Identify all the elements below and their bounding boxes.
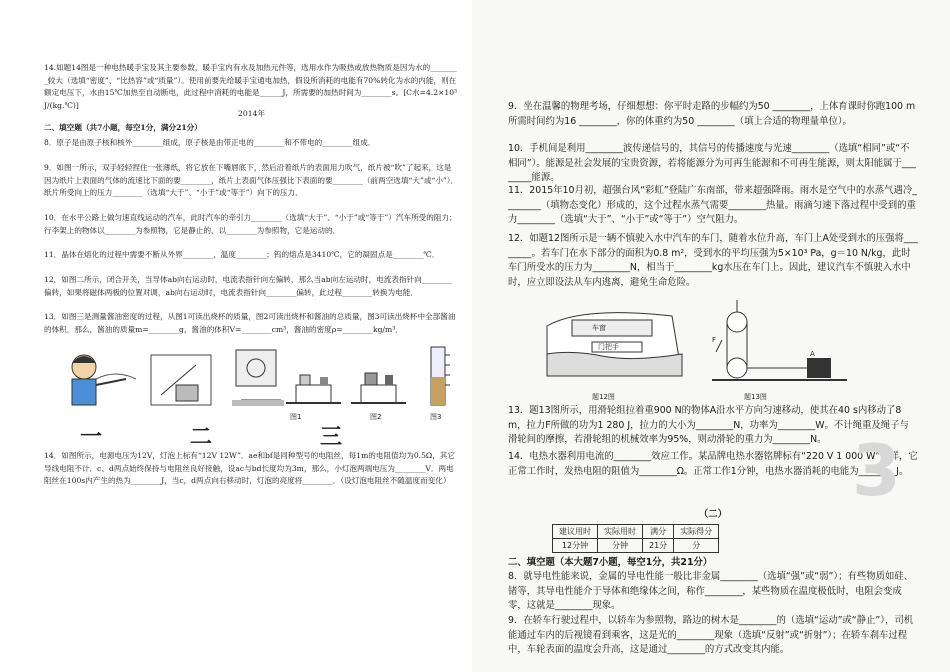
cell-full-score: 21分 [643,539,674,553]
figures-row [56,345,466,425]
header-actual-score: 实际得分 [674,525,719,539]
fig-label-f1: 图1 [290,413,302,421]
question-12-right: 12．如题12图所示是一辆不慎驶入水中汽车的车门，随着水位升高，车门上A处受到水的压强将________。若车门在水下部分的面积为0.8 m²，受到水的平均压强为5×10³ Pa，g＝10 N/kg，此时车门所受水的压力为________N，相当于________kg水压在车门上。因此，建议汽车不慎驶入水中时，应立即设法从车内逃离，避免生命危险。 [508,233,918,288]
object-A-label: A [810,350,815,358]
page-watermark-digit: 3 [852,430,901,512]
fig-label-three: 三 [320,425,343,450]
boy-figure [72,355,136,405]
score-table-header [553,525,719,539]
fig-label-f3: 图3 [430,413,442,421]
section-title-right: 二、填空题（本大题7小题，每空1分，共21分） [508,557,713,568]
fig-label-two: 二 [190,425,213,450]
pulley-figure [712,300,852,390]
question-11-right: 11．2015年10月初，超强台风“彩虹”登陆广东南部，带来超强降雨。雨水是空气中的水蒸气遇冷________（填物态变化）形成的，这个过程水蒸气需要________热量。雨滴匀速下落过程中受到的重力________（选填“大于”、“小于”或“等于”）空气阻力。 [508,185,917,226]
q14-intro: 14.如题14图是一种电热暖手宝及其主要参数，暖手宝内有水及加热元件等，选用水作为吸热或放热物质是因为水的________较大（选填“密度”、“比热容”或“质量”）。使用前要先给暖手宝通电加热，假设所消耗的电能有70%转化为水的内能，则在额定电压下，水由15℃加热至自动断电，此过程中消耗的电能是______J，所需要的加热时间为________s。[C水=4.2×10³J/(kg.℃)] [44,63,458,110]
section-title-left: 二、填空题（共7小题，每空1分，满分21分） [44,123,202,132]
fig-label-f2: 图2 [370,413,382,421]
balance-figure-1 [286,375,341,403]
question-8-right: 8．就导电性能来说，金属的导电性能一般比非金属________（选填“强”或“弱”）；有些物质如硅、锗等，其导电性能介于导体和绝缘体之间，称作________，某些物质在温度极低时，电阻会变成零，这就是________现象。 [508,571,914,612]
question-11-left: 11．晶体在熔化的过程中需要不断从外界________，温度________；钨的熔点是3410℃，它的凝固点是________℃． [44,250,440,259]
question-14-right: 14．电热水器利用电流的________效应工作。某品牌电热水器铭牌标有“220 V 1 000 W”字样，它正常工作时，发热电阻的阻值为________Ω。正常工作1分钟，电热水器消耗的电能为________J。 [508,451,918,477]
question-14-circuit: 14．如图所示，电源电压为12V，灯泡上标有“12V 12W”．ae和bf是同种型号的电阻丝，每1m的电阻值均为0.5Ω，其它导线电阻不计．c、d两点始终保持与电阻丝良好接触，设ac与bd长度均为3m，那么，小灯泡两端电压为________V．两电阻丝在100s内产生的热为________J，当c，d两点向右移动时，灯泡的亮度将________．（设灯泡电阻丝不随温度而变化） [44,451,455,486]
left-page [0,0,472,672]
right-page [472,0,950,672]
question-13-right: 13．题13图所示，用滑轮组拉着重900 N的物体A沿水平方向匀速移动，使其在40 s内移动了8 m，拉力F所做的功为1 280 J，拉力的大小为________N，功率为________W。不计绳重及绳子与滑轮间的摩擦，若滑轮组的机械效率为95%，则动滑轮的重力为________N。 [508,405,909,446]
question-10-right: 10．手机间是利用________波传递信号的，其信号的传播速度与光速________（选填“相同”或“不相同”）。能源是社会发展的宝贵资源，若将能源分为可再生能源和不可再生能源，则太阳能属于________能源。 [508,143,916,184]
header-suggested-time: 建议用时 [553,525,598,539]
magnet-circuit-figure [151,350,284,406]
measuring-cylinder [431,347,450,405]
question-9-left: 9．如图一所示，双手轻轻捏住一张薄纸，将它放在下嘴唇底下，然后沿着纸片的表面用力吹气，纸片被“吹”了起来，这是因为纸片上表面的气体的流速比下面的要________，纸片上表面气体压强比下表面的要________（前两空选填“大”或“小”）．纸片所受向上的压力________（选填“大于”、“小于”或“等于”）向下的压力． [44,163,459,198]
score-table [552,524,719,553]
header-full-score: 满分 [643,525,674,539]
fig-label-one: 一 [80,425,103,450]
question-13-left: 13．如图三是测量酱油密度的过程，从图1可读出烧杯的质量，图2可读出烧杯和酱油的总质量，图3可读出烧杯中全部酱油的体积．那么，酱油的质量m=________g，酱油的体积V=________cm³，酱油的密度ρ=________kg/m³． [44,312,456,334]
cell-actual-time: 分钟 [598,539,643,553]
question-9-right: 9．坐在温馨的物理考场，仔细想想：你平时走路的步幅约为50 ________，上体育课时你跑100 m所需时间约为16 ________，你的体重约为50 ________（填上合适的物理量单位）。 [508,101,916,127]
question-8-left: 8．原子是由原子核和核外________组成，原子核是由带正电的________和不带电的________组成． [44,138,376,147]
fig12-caption: 题12图 [592,393,615,401]
balance-figure-2 [351,373,406,403]
header-actual-time: 实际用时 [598,525,643,539]
score-table-row [553,539,719,553]
question-10-left: 10．在水平公路上做匀速直线运动的汽车，此时汽车的牵引力________（选填“大于”、“小于”或“等于”）汽车所受的阻力；行李架上的物体以________为参照物，它是静止的，以________为参照物，它是运动的． [44,213,457,235]
force-F-label: F [712,336,717,344]
car-window-label: 车窗 [592,324,606,332]
door-handle-label: 门把手 [598,343,619,351]
question-9b-right: 9．在轿车行驶过程中，以轿车为参照物，路边的树木是________的（选填“运动”或“静止”），司机能通过车内的后视镜看到乘客，这是光的________现象（选填“反射”或“折射”）；在轿车刹车过程中，车轮表面的温度会升高，这是通过________的方式改变其内能。 [508,615,914,656]
year-label: 2014年 [238,109,265,118]
question-12-left: 12．如图二所示，闭合开关，当导体ab向右运动时，电流表指针向左偏转，那么当ab向左运动时，电流表指针向________偏转，如果将磁体两极的位置对调，ab向右运动时，电流表指针向________偏转，此过程________转换为电能． [44,275,453,297]
fig13-caption: 题13图 [744,393,767,401]
part-title: （二） [698,509,728,520]
cell-suggested-time: 12分钟 [553,539,598,553]
cell-actual-score: 分 [674,539,719,553]
